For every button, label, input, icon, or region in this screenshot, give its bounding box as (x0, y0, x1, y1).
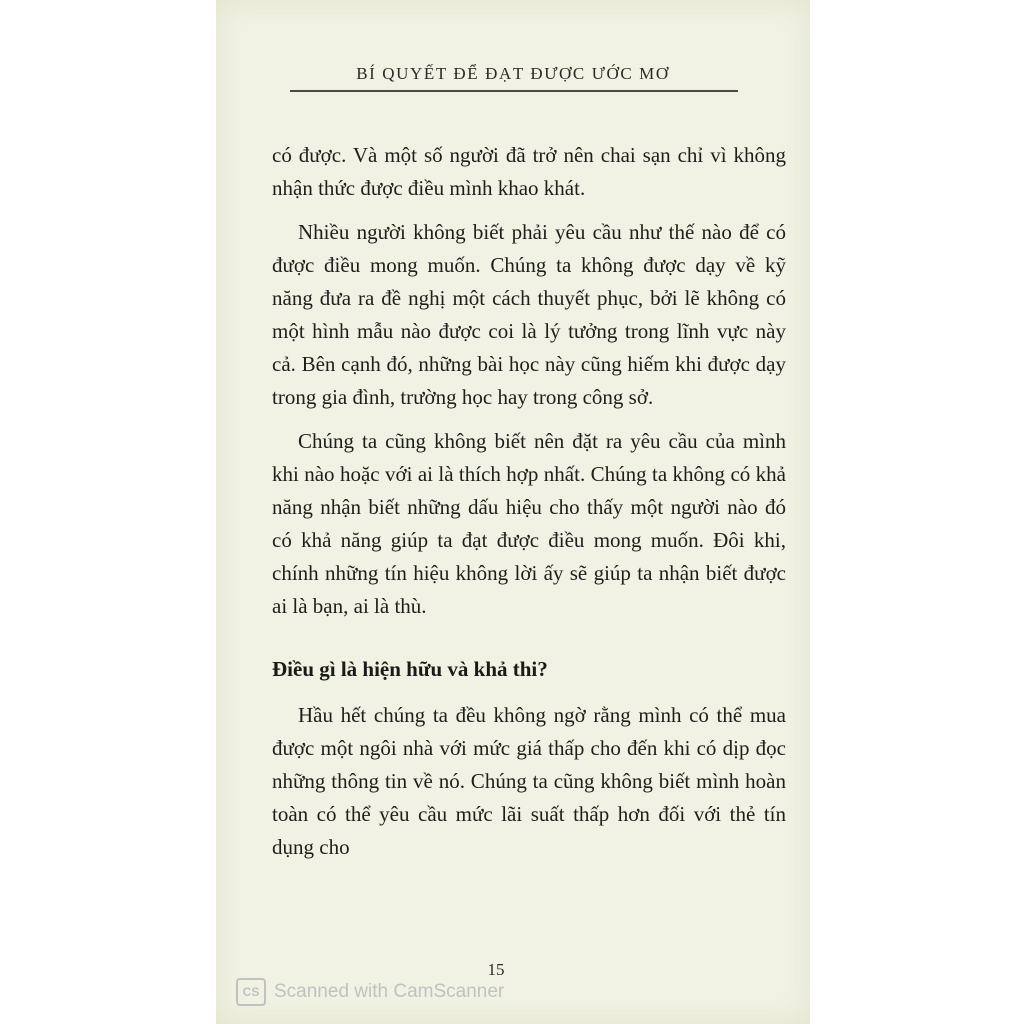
book-page (216, 0, 810, 1024)
camscanner-logo-icon: CS (236, 978, 266, 1006)
section-heading: Điều gì là hiện hữu và khả thi? (272, 657, 548, 681)
body-text (272, 139, 786, 875)
watermark-text: Scanned with CamScanner (274, 981, 505, 1002)
paragraph: Hầu hết chúng ta đều không ngờ rằng mình có thể mua được một ngôi nhà với mức giá thấp cho đến khi có dịp đọc những thông tin về nó. Chúng ta cũng không biết mình hoàn toàn có thể yêu cầu mức lãi suất thấp hơn đối với thẻ tín dụng cho (272, 703, 786, 859)
camscanner-watermark (236, 978, 504, 1006)
page-number: 15 (487, 960, 505, 979)
header-rule (290, 90, 738, 92)
paragraph: Chúng ta cũng không biết nên đặt ra yêu cầu của mình khi nào hoặc với ai là thích hợp nhất. Chúng ta không có khả năng nhận biết những dấu hiệu cho thấy một người nào đó có khả năng giúp ta đạt được điều mong muốn. Đôi khi, chính những tín hiệu không lời ấy sẽ giúp ta nhận biết được ai là bạn, ai là thù. (272, 429, 786, 618)
paragraph: Nhiều người không biết phải yêu cầu như thế nào để có được điều mong muốn. Chúng ta không được dạy về kỹ năng đưa ra đề nghị một cách thuyết phục, bởi lẽ không có một hình mẫu nào được coi là lý tưởng trong lĩnh vực này cả. Bên cạnh đó, những bài học này cũng hiếm khi được dạy trong gia đình, trường học hay trong công sở. (272, 220, 786, 409)
running-header: BÍ QUYẾT ĐỂ ĐẠT ĐƯỢC ƯỚC MƠ (356, 64, 670, 83)
paragraph: có được. Và một số người đã trở nên chai sạn chỉ vì không nhận thức được điều mình khao khát. (272, 143, 786, 200)
